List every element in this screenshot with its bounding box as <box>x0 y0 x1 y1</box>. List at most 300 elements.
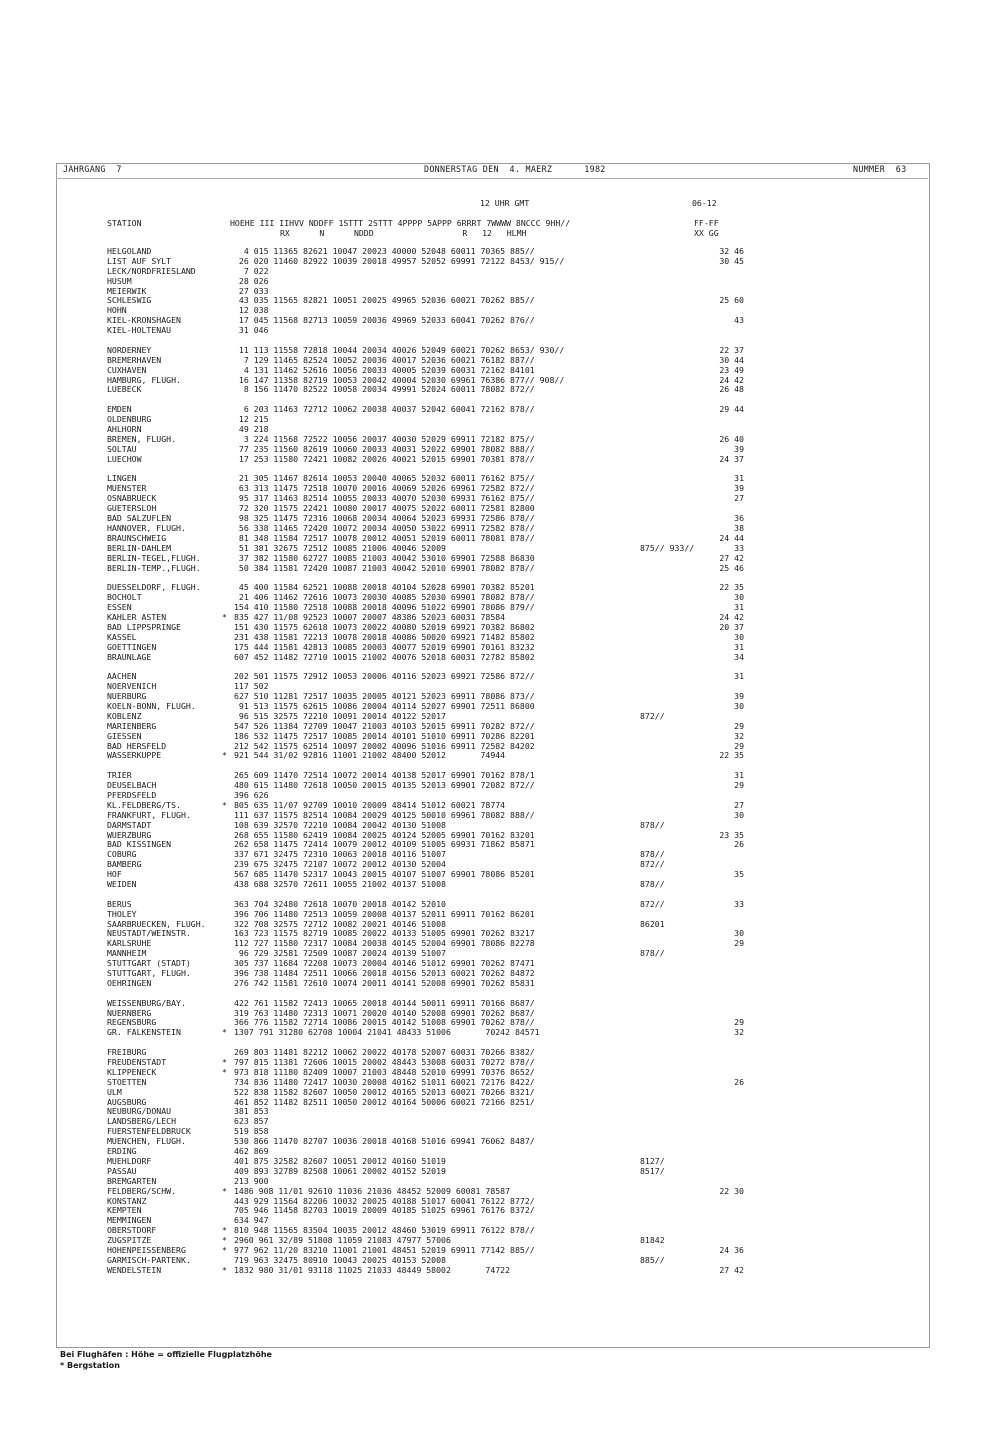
observation-codes: 11 113 11558 72818 10044 20034 40026 52049 60021 70262 8653/ 930// <box>234 344 565 355</box>
observation-codes: 1486 908 11/01 92610 11036 21036 48452 52009 60081 78587 <box>234 1185 511 1196</box>
station-name-text: STUTTGART, FLUGH. <box>107 968 191 979</box>
wind-gust: 20 37 <box>719 621 744 632</box>
wind-gust <box>668 969 744 979</box>
wind-gust: 30 44 <box>719 354 744 365</box>
observation-codes: 627 510 11281 72517 10035 20005 40121 52023 69911 78086 873// <box>234 691 535 702</box>
observation-codes: 262 658 11475 72414 10079 20012 40109 51005 69931 71862 85871 <box>234 839 535 850</box>
wind-gust: 24 37 <box>719 453 744 464</box>
jahrgang-label: JAHRGANG 7 <box>63 164 122 174</box>
wind-gust: 35 <box>734 869 744 880</box>
station-name-text: ULM <box>107 1086 122 1097</box>
station-name-text: TRIER <box>107 770 132 781</box>
wind-gust <box>668 999 744 1009</box>
station-name <box>107 385 206 395</box>
station-name-text: BERLIN-TEGEL,FLUGH. <box>107 552 201 563</box>
wind-gust <box>668 880 744 890</box>
station-name-text: EMDEN <box>107 404 132 415</box>
station-name <box>107 979 206 989</box>
observation-codes: 443 929 11564 82206 10032 20025 40188 51017 60041 76122 8772/ <box>234 1195 535 1206</box>
observation-row <box>222 385 692 395</box>
observation-row <box>222 1028 692 1038</box>
station-name-text: KARLSRUHE <box>107 938 152 949</box>
observation-codes: 239 675 32475 72107 10072 20012 40130 52004 <box>234 859 446 870</box>
observation-codes: 269 803 11481 82212 10062 20022 40178 52007 60031 70266 8382/ <box>234 1047 535 1058</box>
observation-codes: 422 761 11582 72413 10065 20018 40144 50011 69911 70166 8687/ <box>234 997 535 1008</box>
observation-codes: 56 338 11465 72420 10072 20034 40050 53022 69911 72582 878// <box>234 522 535 533</box>
station-name-text: KIEL-KRONSHAGEN <box>107 315 181 326</box>
wind-gust: 23 49 <box>719 364 744 375</box>
observation-row <box>222 455 692 465</box>
observation-codes: 381 853 <box>234 1106 269 1117</box>
station-name <box>107 880 206 890</box>
mountain-station-marker: * <box>222 1225 227 1236</box>
observation-codes: 1307 791 31280 62708 10004 21041 48433 51006 70242 84571 <box>234 1027 540 1038</box>
wind-gust <box>668 1107 744 1117</box>
station-name-text: BAMBERG <box>107 859 142 870</box>
station-name-text: HAMBURG, FLUGH. <box>107 374 181 385</box>
wind-gust <box>668 920 744 930</box>
extra-code: 872// <box>640 898 665 909</box>
wind-gust: 29 <box>734 938 744 949</box>
station-name-text: FREIBURG <box>107 1047 147 1058</box>
station-name-text: STOETTEN <box>107 1076 147 1087</box>
observation-row <box>222 880 692 890</box>
group-gap <box>668 662 744 672</box>
station-name <box>107 1028 206 1038</box>
observation-codes: 95 317 11463 82514 10055 20033 40070 52030 69931 76162 875// <box>234 493 535 504</box>
station-name-text: GUETERSLOH <box>107 503 157 514</box>
station-name-text: HUSUM <box>107 275 132 286</box>
station-name-text: GIESSEN <box>107 730 142 741</box>
observation-codes: 8 156 11470 82522 10058 20034 49991 52024 60011 78082 872// <box>234 384 535 395</box>
wind-gust: 33 <box>734 542 744 553</box>
wind-gust: 29 <box>734 720 744 731</box>
observation-codes: 28 026 <box>234 275 269 286</box>
station-name-text: LINGEN <box>107 473 137 484</box>
observation-codes: 186 532 11475 72517 10085 20014 40101 51010 69911 70286 82201 <box>234 730 535 741</box>
station-name-text: BRAUNLAGE <box>107 651 152 662</box>
station-name-text: MUENSTER <box>107 483 147 494</box>
wind-column-header: FF-FF <box>694 218 719 228</box>
footnote-mountain-station: * Bergstation <box>60 1361 120 1370</box>
station-name <box>107 326 206 336</box>
mountain-station-marker: * <box>222 1235 227 1246</box>
wind-gust <box>668 682 744 692</box>
observation-row <box>222 405 692 415</box>
wind-gust: 30 <box>734 809 744 820</box>
observation-codes: 154 410 11580 72518 10088 20018 40096 51022 69901 78086 879// <box>234 602 535 613</box>
station-name-text: WENDELSTEIN <box>107 1264 162 1275</box>
station-name-text: MEMMINGEN <box>107 1215 152 1226</box>
observation-codes: 319 763 11480 72313 10071 20020 40140 52008 69901 70262 8687/ <box>234 1007 535 1018</box>
wind-gust: 27 42 <box>719 552 744 563</box>
station-name-text: BAD HERSFELD <box>107 740 167 751</box>
observation-codes: 96 515 32575 72210 10091 20014 40122 52017 <box>234 710 446 721</box>
observation-codes: 72 320 11575 22421 10080 20017 40075 52022 60011 72581 82800 <box>234 503 535 514</box>
observation-row <box>222 257 692 267</box>
code-columns-subheader: RX N NDDD R 12 HLMH <box>280 228 527 238</box>
observation-row <box>222 316 692 326</box>
station-name-text: KL.FELDBERG/TS. <box>107 799 181 810</box>
wind-gust: 26 40 <box>719 433 744 444</box>
station-name-text: HELGOLAND <box>107 246 152 256</box>
wind-gust <box>668 1058 744 1068</box>
observation-codes: 175 444 11581 42813 10085 20003 40077 52019 69901 70161 83232 <box>234 641 535 652</box>
extra-code: 878// <box>640 849 665 860</box>
station-name-text: SCHLESWIG <box>107 295 152 306</box>
mountain-station-marker: * <box>222 1027 227 1038</box>
wind-gust <box>668 860 744 870</box>
wind-gust: 39 <box>734 483 744 494</box>
observation-codes: 366 776 11582 72714 10086 20015 40142 51008 69901 70262 878// <box>234 1017 535 1028</box>
observation-codes: 12 038 <box>234 305 269 316</box>
station-name-text: BRAUNSCHWEIG <box>107 532 167 543</box>
station-name-text: FUERSTENFELDBRUCK <box>107 1126 191 1137</box>
observation-codes: 4 131 11462 52616 10056 20033 40005 52039 60031 72162 84101 <box>234 364 535 375</box>
wind-gust: 31 <box>734 671 744 682</box>
observation-codes: 438 688 32570 72611 10055 21002 40137 51008 <box>234 879 446 889</box>
wind-gust <box>668 267 744 277</box>
observation-codes: 268 655 11580 62419 10084 20025 40124 52005 69901 70162 83201 <box>234 829 535 840</box>
station-name <box>107 455 206 465</box>
observation-codes: 322 708 32575 72712 10082 20021 40146 51008 <box>234 918 446 929</box>
wind-gust: 25 46 <box>719 562 744 573</box>
wind-gust <box>668 415 744 425</box>
observation-row <box>222 1107 692 1117</box>
wind-gust: 22 37 <box>719 344 744 355</box>
wind-gust: 31 <box>734 473 744 484</box>
wind-gust <box>668 1216 744 1226</box>
observation-codes: 3 224 11568 72522 10056 20037 40030 52029 69911 72182 875// <box>234 433 535 444</box>
station-name-text: DARMSTADT <box>107 819 152 830</box>
wind-gust <box>668 1206 744 1216</box>
observation-codes: 530 866 11470 82707 10036 20018 40168 51016 69941 76062 8487/ <box>234 1136 535 1147</box>
station-name-text: LANDSBERG/LECH <box>107 1116 177 1127</box>
observation-codes: 7 129 11465 82524 10052 20036 40017 52036 60021 76182 887// <box>234 354 535 365</box>
wind-gust: 29 <box>734 1017 744 1028</box>
extra-code: 81842 <box>640 1235 665 1246</box>
observation-row <box>222 1206 692 1216</box>
extra-code: 878// <box>640 819 665 830</box>
observation-codes: 401 875 32582 82607 10051 20012 40160 51019 <box>234 1155 446 1166</box>
observation-codes: 108 639 32570 72210 10084 20042 40130 51008 <box>234 819 446 830</box>
observation-row <box>222 277 692 287</box>
extra-code: 875// 933// <box>640 542 695 553</box>
observation-codes: 50 384 11581 72420 10087 21003 40042 52010 69901 78082 878// <box>234 562 535 573</box>
station-name-text: KASSEL <box>107 631 137 642</box>
observation-codes: 461 852 11482 82511 10050 20012 40164 50006 60021 72166 8251/ <box>234 1096 535 1107</box>
wind-gust: 30 45 <box>719 255 744 266</box>
station-name-text: KONSTANZ <box>107 1195 147 1206</box>
observation-codes: 213 900 <box>234 1175 269 1186</box>
station-name-text: AUGSBURG <box>107 1096 147 1107</box>
observation-codes: 607 452 11482 72710 10015 21002 40076 52018 60031 72782 85802 <box>234 651 535 662</box>
observation-codes: 21 406 11462 72616 10073 20030 40085 52030 69901 78082 878// <box>234 592 535 603</box>
observation-codes: 17 045 11568 82713 10059 20036 49969 52033 60041 70262 876// <box>234 315 535 326</box>
wind-gust <box>668 712 744 722</box>
observation-row <box>222 653 692 663</box>
station-name <box>107 653 206 663</box>
observation-codes: 2960 961 32/89 51808 11059 21083 47977 57006 <box>234 1235 451 1246</box>
observation-codes: 363 704 32480 72618 10070 20018 40142 52010 <box>234 898 446 909</box>
wind-gust: 27 <box>734 493 744 504</box>
observation-codes: 12 215 <box>234 414 269 425</box>
station-name-text: FREUDENSTADT <box>107 1057 167 1068</box>
observation-codes: 480 615 11480 72618 10050 20015 40135 52013 69901 72082 872// <box>234 780 535 791</box>
observation-codes: 231 438 11581 72213 10078 20018 40086 50020 69921 71482 85802 <box>234 631 535 642</box>
observation-codes: 719 963 32475 80910 10043 20025 40153 52008 <box>234 1254 446 1265</box>
wind-gust <box>668 504 744 514</box>
observation-values <box>222 247 692 1276</box>
wind-gust <box>668 850 744 860</box>
observation-codes: 43 035 11565 82821 10051 20025 49965 52036 60021 70262 885// <box>234 295 535 306</box>
station-name-text: FRANKFURT, FLUGH. <box>107 809 191 820</box>
station-name-text: GARMISCH-PARTENK. <box>107 1254 191 1265</box>
observation-codes: 734 836 11480 72417 10030 20008 40162 51011 60021 72176 8422/ <box>234 1076 535 1087</box>
observation-codes: 77 235 11560 82619 10060 20033 40031 52022 69901 78082 888// <box>234 443 535 454</box>
observation-codes: 37 382 11580 62727 10085 21003 40042 53010 69901 72588 86830 <box>234 552 535 563</box>
station-name-text: BREMEN, FLUGH. <box>107 433 177 444</box>
wind-gust: 22 30 <box>719 1185 744 1196</box>
wind-gust <box>668 1197 744 1207</box>
station-name-text: AHLHORN <box>107 424 142 435</box>
station-name-text: OBERSTDORF <box>107 1225 157 1236</box>
station-name-text: GOETTINGEN <box>107 641 157 652</box>
observation-row <box>222 1098 692 1108</box>
wind-gust: 32 <box>734 730 744 741</box>
station-name-text: HANNOVER, FLUGH. <box>107 522 186 533</box>
wind-gust <box>668 1157 744 1167</box>
station-name-text: ZUGSPITZE <box>107 1235 152 1246</box>
wind-gust: 30 <box>734 631 744 642</box>
wind-gust: 29 44 <box>719 404 744 415</box>
wind-gust: 22 35 <box>719 750 744 761</box>
wind-gust: 39 <box>734 443 744 454</box>
station-name-text: THOLEY <box>107 908 137 919</box>
observation-codes: 49 218 <box>234 424 269 435</box>
observation-row <box>222 326 692 336</box>
observation-row <box>222 1117 692 1127</box>
station-list <box>107 247 206 1276</box>
observation-codes: 51 381 32675 72512 10085 21006 40046 52009 <box>234 542 446 553</box>
observation-row <box>222 751 692 761</box>
observation-codes: 96 729 32581 72509 10087 20024 40139 51007 <box>234 948 446 959</box>
station-name-text: WASSERKUPPE <box>107 750 162 761</box>
station-name <box>107 564 206 574</box>
observation-codes: 462 869 <box>234 1146 269 1157</box>
observation-codes: 91 513 11575 62615 10086 20004 40114 52027 69901 72511 86800 <box>234 700 535 711</box>
wind-gust: 26 48 <box>719 384 744 395</box>
station-name-text: HOHN <box>107 305 127 316</box>
observation-row <box>222 1137 692 1147</box>
wind-gust: 31 <box>734 641 744 652</box>
extra-code: 872// <box>640 859 665 870</box>
wind-column-subheader: XX GG <box>694 228 719 238</box>
observation-codes: 202 501 11575 72912 10053 20006 40116 52023 69921 72586 872// <box>234 671 535 682</box>
station-name-text: KOELN-BONN, FLUGH. <box>107 700 196 711</box>
observation-codes: 810 948 11565 83504 10035 20012 48460 53019 69911 76122 878// <box>234 1225 535 1236</box>
station-name-text: KIEL-HOLTENAU <box>107 325 172 336</box>
wind-gust: 33 <box>734 898 744 909</box>
period-label: 06-12 <box>692 198 717 208</box>
extra-code: 8127/ <box>640 1155 665 1166</box>
observation-codes: 396 738 11484 72511 10066 20018 40156 52013 60021 70262 84872 <box>234 968 535 979</box>
observation-codes: 212 542 11575 62514 10097 20002 40096 51016 69911 72582 84202 <box>234 740 535 751</box>
station-name-text: BAD KISSINGEN <box>107 839 172 850</box>
observation-codes: 409 893 32789 82508 10061 20002 40152 52019 <box>234 1165 446 1176</box>
station-name-text: SAARBRUECKEN, FLUGH. <box>107 918 206 929</box>
wind-gust: 22 35 <box>719 582 744 593</box>
observation-codes: 27 033 <box>234 285 269 296</box>
mountain-station-marker: * <box>222 611 227 622</box>
group-gap <box>668 465 744 475</box>
wind-gust <box>668 959 744 969</box>
observation-row <box>222 564 692 574</box>
observation-codes: 522 838 11582 82607 10050 20012 40165 52013 60021 70266 8321/ <box>234 1086 535 1097</box>
wind-gust <box>668 1147 744 1157</box>
date-label: DONNERSTAG DEN 4. MAERZ 1982 <box>424 164 606 174</box>
station-name-text: FELDBERG/SCHW. <box>107 1185 177 1196</box>
observation-codes: 163 723 11575 82719 10085 20022 40133 51005 69901 70262 83217 <box>234 928 535 939</box>
wind-gust: 26 <box>734 1076 744 1087</box>
mountain-station-marker: * <box>222 1066 227 1077</box>
observation-row <box>222 1167 692 1177</box>
observation-codes: 519 858 <box>234 1126 269 1137</box>
wind-gust: 25 60 <box>719 295 744 306</box>
station-name-text: HOF <box>107 869 122 880</box>
observation-codes: 337 671 32475 72310 10063 20018 40116 51007 <box>234 849 446 860</box>
station-name <box>107 751 206 761</box>
extra-code: 878// <box>640 879 665 889</box>
station-name-text: DUESSELDORF, FLUGH. <box>107 582 201 593</box>
mountain-station-marker: * <box>222 1264 227 1275</box>
observation-row <box>222 296 692 306</box>
observation-codes: 6 203 11463 72712 10062 20038 40037 52042 60041 72162 878// <box>234 404 535 415</box>
wind-gust <box>668 1048 744 1058</box>
station-name-text: OLDENBURG <box>107 414 152 425</box>
observation-codes: 112 727 11580 72317 10084 20038 40145 52004 69901 78086 82278 <box>234 938 535 949</box>
mountain-station-marker: * <box>222 1244 227 1255</box>
wind-gust <box>668 791 744 801</box>
station-name-text: PASSAU <box>107 1165 137 1176</box>
observation-codes: 547 526 11384 72709 10047 21003 40103 52015 69911 70282 872// <box>234 720 535 731</box>
station-name-text: NOERVENICH <box>107 681 157 692</box>
observation-row <box>222 1266 692 1276</box>
wind-gust <box>668 326 744 336</box>
station-name-text: KEMPTEN <box>107 1205 142 1216</box>
station-name-text: ESSEN <box>107 602 132 613</box>
station-name-text: ERDING <box>107 1146 137 1157</box>
observation-codes: 276 742 11581 72610 10074 20011 40141 52008 69901 70262 85831 <box>234 977 535 988</box>
wind-gust: 24 42 <box>719 611 744 622</box>
footnote-airports: Bei Flughäfen : Höhe = offizielle Flugplatzhöhe <box>60 1350 272 1359</box>
observation-codes: 305 737 11684 72208 10073 20004 40146 51012 69901 70262 87471 <box>234 958 535 969</box>
station-name-text: LUECHOW <box>107 453 142 464</box>
station-column-header: STATION <box>107 218 142 228</box>
station-name-text: SOLTAU <box>107 443 137 454</box>
station-name-text: NORDERNEY <box>107 344 152 355</box>
station-name-text: NUERBURG <box>107 691 147 702</box>
observation-codes: 31 046 <box>234 325 269 336</box>
observation-codes: 1832 980 31/01 93118 11025 21033 48449 58002 74722 <box>234 1264 511 1275</box>
station-name-text: STUTTGART (STADT) <box>107 958 191 969</box>
extra-code: 86201 <box>640 918 665 929</box>
observation-row <box>222 781 692 791</box>
wind-gust: 43 <box>734 315 744 326</box>
observation-codes: 81 348 11584 72517 10078 20012 40051 52019 60011 78081 878// <box>234 532 535 543</box>
observation-codes: 63 313 11475 72518 10070 20016 40069 52026 69961 72582 872// <box>234 483 535 494</box>
wind-gust: 29 <box>734 740 744 751</box>
wind-gust: 34 <box>734 651 744 662</box>
wind-gust <box>668 1088 744 1098</box>
observation-row <box>222 979 692 989</box>
nummer-label: NUMMER 63 <box>853 164 907 174</box>
observation-codes: 567 685 11470 52317 10043 20015 40107 51007 69901 78086 85201 <box>234 869 535 880</box>
station-name-text: CUXHAVEN <box>107 364 147 375</box>
station-name-text: MUEHLDORF <box>107 1155 152 1166</box>
wind-gust <box>668 910 744 920</box>
wind-gust: 30 <box>734 700 744 711</box>
observation-codes: 4 015 11365 82621 10047 20023 40000 52048 60011 70365 885// <box>234 246 535 256</box>
station-name-text: PFERDSFELD <box>107 789 157 800</box>
observation-codes: 623 857 <box>234 1116 269 1127</box>
station-name-text: KOBLENZ <box>107 710 142 721</box>
wind-gust <box>668 1009 744 1019</box>
mountain-station-marker: * <box>222 1057 227 1068</box>
observation-codes: 797 815 11381 72606 10015 20002 48443 53008 60031 70272 878// <box>234 1057 535 1068</box>
group-gap <box>668 761 744 771</box>
group-gap <box>668 1038 744 1048</box>
group-gap <box>668 890 744 900</box>
wind-gust: 39 <box>734 691 744 702</box>
station-name-text: BREMGARTEN <box>107 1175 157 1186</box>
observation-codes: 265 609 11470 72514 10072 20014 40138 52017 69901 70162 878/1 <box>234 770 535 781</box>
wind-gust: 26 <box>734 839 744 850</box>
observation-codes: 921 544 31/02 92816 11001 21002 48400 52012 74944 <box>234 750 506 761</box>
station-name-text: AACHEN <box>107 671 137 682</box>
station-name-text: BAD LIPPSPRINGE <box>107 621 181 632</box>
wind-gust <box>668 1127 744 1137</box>
extra-code: 878// <box>640 948 665 959</box>
mountain-station-marker: * <box>222 799 227 810</box>
station-name-text: WEISSENBURG/BAY. <box>107 997 186 1008</box>
wind-gust: 31 <box>734 602 744 613</box>
mountain-station-marker: * <box>222 750 227 761</box>
station-name-text: DEUSELBACH <box>107 780 157 791</box>
wind-gust: 24 36 <box>719 1244 744 1255</box>
time-label: 12 UHR GMT <box>480 198 530 208</box>
station-name-text: WUERZBURG <box>107 829 152 840</box>
wind-gust <box>668 1117 744 1127</box>
station-name-text: BREMERHAVEN <box>107 354 162 365</box>
observation-codes: 117 502 <box>234 681 269 692</box>
wind-gust: 23 35 <box>719 829 744 840</box>
wind-gust <box>668 1137 744 1147</box>
station-name-text: LIST AUF SYLT <box>107 255 172 266</box>
station-name-text: NEUSTADT/WEINSTR. <box>107 928 191 939</box>
wind-gust: 31 <box>734 770 744 781</box>
station-name-text: GR. FALKENSTEIN <box>107 1027 181 1038</box>
observation-codes: 45 400 11584 62521 10088 20018 40104 52028 69901 70382 85201 <box>234 582 535 593</box>
station-name-text: BOCHOLT <box>107 592 142 603</box>
extra-code: 872// <box>640 710 665 721</box>
station-name <box>107 1266 206 1276</box>
wind-gust <box>668 1098 744 1108</box>
wind-gust: 32 <box>734 1027 744 1038</box>
observation-codes: 705 946 11458 82703 10019 20009 40185 51025 69961 76176 8372/ <box>234 1205 535 1216</box>
station-name-text: MARIENBERG <box>107 720 157 731</box>
observation-codes: 26 020 11460 82922 10039 20018 49957 52052 69991 72122 8453/ 915// <box>234 255 565 266</box>
